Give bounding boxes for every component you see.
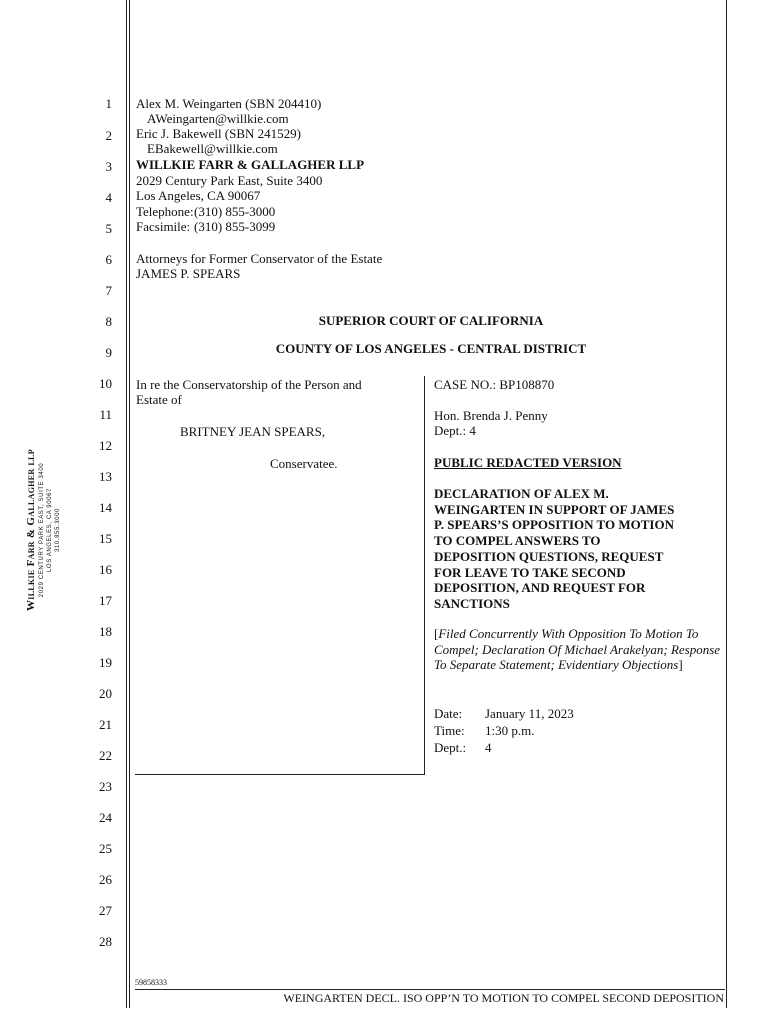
line-number: 28 xyxy=(99,934,112,949)
facsimile-label: Facsimile: xyxy=(136,219,191,234)
line-number: 25 xyxy=(99,841,112,856)
line-number: 8 xyxy=(105,314,112,329)
line-number: 5 xyxy=(105,221,112,236)
attorneys-for-line-2: JAMES P. SPEARS xyxy=(136,266,241,281)
line-number: 7 xyxy=(105,283,112,298)
document-id: 59858333 xyxy=(135,978,167,987)
sidebar-city: LOS ANGELES, CA 90067 xyxy=(47,488,53,572)
line-number: 12 xyxy=(99,438,112,453)
footer-rule xyxy=(135,989,725,990)
line-number: 26 xyxy=(99,872,112,887)
telephone-number: (310) 855-3000 xyxy=(194,204,276,219)
filed-concurrently-note xyxy=(434,626,724,673)
document-title-line: WEINGARTEN IN SUPPORT OF JAMES xyxy=(434,501,675,517)
document-title-line: FOR LEAVE TO TAKE SECOND xyxy=(434,564,626,580)
attorney-email-2: EBakewell@willkie.com xyxy=(147,141,278,156)
redacted-version-label: PUBLIC REDACTED VERSION xyxy=(434,455,622,470)
court-county: COUNTY OF LOS ANGELES - CENTRAL DISTRICT xyxy=(275,341,587,356)
pleading-right-rule xyxy=(726,0,727,1008)
line-number: 21 xyxy=(99,717,112,732)
time-label: Time: xyxy=(434,723,465,738)
firm-telephone xyxy=(136,204,275,219)
line-number: 17 xyxy=(99,593,112,608)
line-number: 6 xyxy=(105,252,112,267)
line-number: 23 xyxy=(99,779,112,794)
pleading-left-rule xyxy=(126,0,127,1008)
caption-in-re-2: Estate of xyxy=(136,392,182,407)
firm-sidebar xyxy=(25,400,85,660)
firm-facsimile xyxy=(136,219,275,234)
attorney-email-1: AWeingarten@willkie.com xyxy=(147,111,289,126)
sidebar-firm-name: Willkie Farr & Gallagher llp xyxy=(25,449,37,611)
facsimile-number: (310) 855-3099 xyxy=(194,219,276,234)
line-number: 9 xyxy=(105,345,112,360)
attorneys-for-line-1: Attorneys for Former Conservator of the Estate xyxy=(136,251,383,266)
line-number: 24 xyxy=(99,810,112,825)
caption-in-re-1: In re the Conservatorship of the Person and xyxy=(136,377,362,392)
sidebar-address: 2029 CENTURY PARK EAST, SUITE 3400 xyxy=(39,462,45,598)
line-number: 13 xyxy=(99,469,112,484)
hearing-date xyxy=(434,706,574,721)
hearing-time xyxy=(434,723,534,738)
attorney-name-1: Alex M. Weingarten (SBN 204410) xyxy=(136,96,322,111)
document-title-line: P. SPEARS’S OPPOSITION TO MOTION xyxy=(434,517,674,533)
dept-value: 4 xyxy=(485,740,492,755)
dept-label: Dept.: xyxy=(434,740,467,755)
judge-name: Hon. Brenda J. Penny xyxy=(434,408,548,423)
department: Dept.: 4 xyxy=(434,423,476,438)
footer-title: WEINGARTEN DECL. ISO OPP’N TO MOTION TO COMPEL SECOND DEPOSITION xyxy=(283,991,724,1005)
document-title-line: DEPOSITION QUESTIONS, REQUEST xyxy=(434,548,664,564)
line-number: 10 xyxy=(99,376,112,391)
hearing-dept xyxy=(434,740,492,755)
line-number: 20 xyxy=(99,686,112,701)
firm-address-2: Los Angeles, CA 90067 xyxy=(136,188,261,203)
date-value: January 11, 2023 xyxy=(485,706,574,721)
document-title-line: DECLARATION OF ALEX M. xyxy=(434,486,609,501)
caption-bottom-rule xyxy=(135,774,425,775)
bracket-close: ] xyxy=(678,657,683,672)
line-number: 15 xyxy=(99,531,112,546)
line-number: 1 xyxy=(105,96,112,111)
line-number: 4 xyxy=(105,190,112,205)
document-title-line: DEPOSITION, AND REQUEST FOR xyxy=(434,580,646,596)
date-label: Date: xyxy=(434,706,463,721)
time-value: 1:30 p.m. xyxy=(485,723,535,738)
line-number: 18 xyxy=(99,624,112,639)
case-number: CASE NO.: BP108870 xyxy=(434,377,555,392)
line-number: 2 xyxy=(105,128,112,143)
line-number: 19 xyxy=(99,655,112,670)
caption-divider xyxy=(424,376,425,774)
document-title xyxy=(434,486,674,612)
firm-name: WILLKIE FARR & GALLAGHER LLP xyxy=(136,157,365,172)
document-title-line: TO COMPEL ANSWERS TO xyxy=(434,533,601,549)
line-number: 22 xyxy=(99,748,112,763)
line-number: 27 xyxy=(99,903,112,918)
line-number: 14 xyxy=(99,500,112,515)
document-title-line: SANCTIONS xyxy=(434,595,510,611)
bracket-open: [ xyxy=(434,626,439,641)
attorney-name-2: Eric J. Bakewell (SBN 241529) xyxy=(136,126,302,141)
firm-address-1: 2029 Century Park East, Suite 3400 xyxy=(136,173,323,188)
filed-concurrently-text: Filed Concurrently With Opposition To Motion To Compel; Declaration Of Michael Arakelyan; Response To Separate Statement; Evidentiary Objections xyxy=(434,626,721,672)
line-number: 3 xyxy=(105,159,112,174)
telephone-label: Telephone: xyxy=(136,204,194,219)
court-name: SUPERIOR COURT OF CALIFORNIA xyxy=(318,313,544,328)
pleading-left-rule-inner xyxy=(129,0,130,1008)
line-number: 16 xyxy=(99,562,112,577)
caption-party: BRITNEY JEAN SPEARS, xyxy=(180,424,326,439)
caption-role: Conservatee. xyxy=(270,456,338,471)
line-number: 11 xyxy=(99,407,112,422)
sidebar-phone: 310.855.3000 xyxy=(55,508,61,552)
